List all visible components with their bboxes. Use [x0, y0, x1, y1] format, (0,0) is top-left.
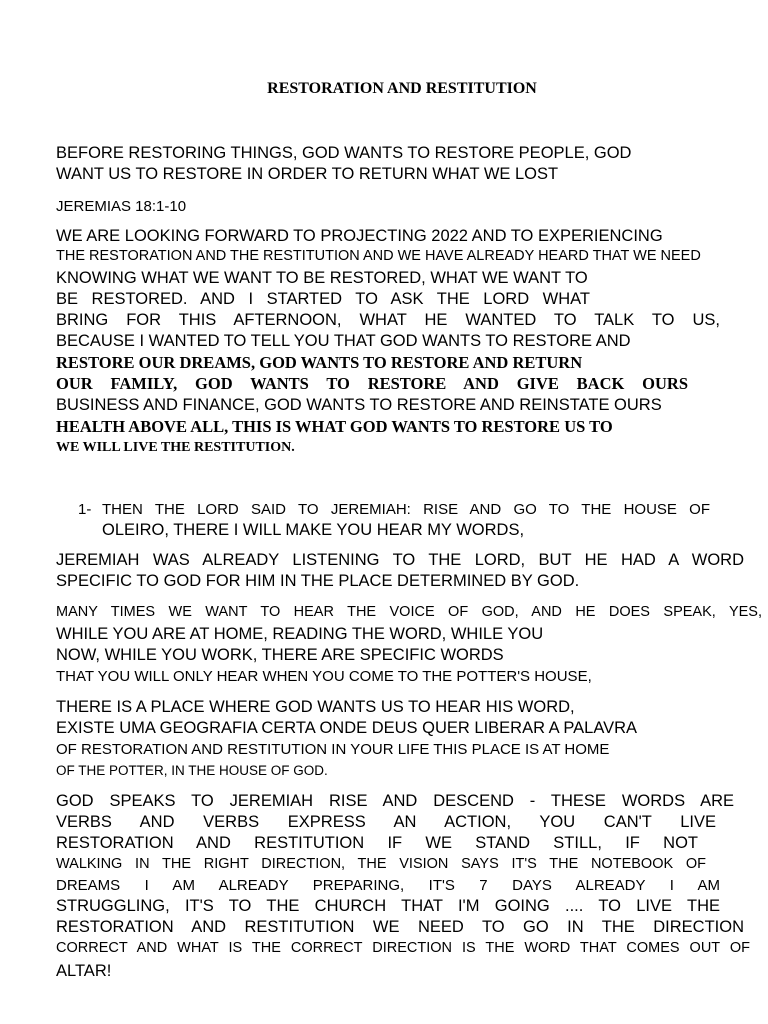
paragraph-line: RESTORATION AND RESTITUTION WE NEED TO GO IN THE DIRECTION	[56, 918, 744, 936]
list-item-line: THEN THE LORD SAID TO JEREMIAH: RISE AND GO TO THE HOUSE OF	[102, 501, 710, 518]
paragraph-line: BRING FOR THIS AFTERNOON, WHAT HE WANTED TO TALK TO US,	[56, 311, 720, 329]
paragraph-line: NOW, WHILE YOU WORK, THERE ARE SPECIFIC WORDS	[56, 646, 504, 664]
list-item-line: OLEIRO, THERE I WILL MAKE YOU HEAR MY WORDS,	[102, 521, 525, 539]
paragraph-line: WHILE YOU ARE AT HOME, READING THE WORD, WHILE YOU	[56, 625, 544, 643]
scripture-reference: JEREMIAS 18:1-10	[56, 198, 187, 215]
document-title: RESTORATION AND RESTITUTION	[267, 80, 537, 97]
paragraph-line: THE RESTORATION AND THE RESTITUTION AND WE HAVE ALREADY HEARD THAT WE NEED	[56, 248, 701, 264]
paragraph-line: WALKING IN THE RIGHT DIRECTION, THE VISION SAYS IT'S THE NOTEBOOK OF	[56, 856, 706, 872]
paragraph-line: HEALTH ABOVE ALL, THIS IS WHAT GOD WANTS TO RESTORE US TO	[56, 417, 613, 436]
paragraph-line: CORRECT AND WHAT IS THE CORRECT DIRECTION IS THE WORD THAT COMES OUT OF	[56, 940, 750, 956]
paragraph-line: DREAMS I AM ALREADY PREPARING, IT'S 7 DAYS ALREADY I AM	[56, 877, 720, 894]
paragraph-line: MANY TIMES WE WANT TO HEAR THE VOICE OF GOD, AND HE DOES SPEAK, YES,	[56, 604, 762, 620]
paragraph-line: GOD SPEAKS TO JEREMIAH RISE AND DESCEND - THESE WORDS ARE	[56, 792, 734, 810]
paragraph-line: RESTORATION AND RESTITUTION IF WE STAND STILL, IF NOT	[56, 834, 698, 852]
paragraph-line: WE WILL LIVE THE RESTITUTION.	[56, 440, 295, 455]
paragraph-line: BECAUSE I WANTED TO TELL YOU THAT GOD WANTS TO RESTORE AND	[56, 332, 631, 350]
paragraph-line: VERBS AND VERBS EXPRESS AN ACTION, YOU CAN'T LIVE	[56, 813, 716, 831]
paragraph-line: THAT YOU WILL ONLY HEAR WHEN YOU COME TO THE POTTER'S HOUSE,	[56, 668, 592, 685]
paragraph-line: OUR FAMILY, GOD WANTS TO RESTORE AND GIVE BACK OURS	[56, 374, 688, 393]
paragraph-line: JEREMIAH WAS ALREADY LISTENING TO THE LORD, BUT HE HAD A WORD	[56, 551, 744, 569]
paragraph-line: BE RESTORED. AND I STARTED TO ASK THE LORD WHAT	[56, 290, 590, 308]
paragraph-line: THERE IS A PLACE WHERE GOD WANTS US TO HEAR HIS WORD,	[56, 698, 575, 716]
paragraph-line: STRUGGLING, IT'S TO THE CHURCH THAT I'M GOING .... TO LIVE THE	[56, 897, 720, 915]
paragraph-line: RESTORE OUR DREAMS, GOD WANTS TO RESTORE AND RETURN	[56, 353, 583, 372]
paragraph-line: KNOWING WHAT WE WANT TO BE RESTORED, WHAT WE WANT TO	[56, 269, 588, 287]
paragraph-line: OF RESTORATION AND RESTITUTION IN YOUR LIFE THIS PLACE IS AT HOME	[56, 741, 610, 758]
paragraph-line: BEFORE RESTORING THINGS, GOD WANTS TO RESTORE PEOPLE, GOD	[56, 144, 632, 162]
paragraph-line: ALTAR!	[56, 962, 112, 980]
paragraph-line: WE ARE LOOKING FORWARD TO PROJECTING 2022 AND TO EXPERIENCING	[56, 227, 663, 245]
paragraph-line: WANT US TO RESTORE IN ORDER TO RETURN WHAT WE LOST	[56, 165, 559, 183]
paragraph-line: BUSINESS AND FINANCE, GOD WANTS TO RESTORE AND REINSTATE OURS	[56, 396, 662, 414]
paragraph-line: OF THE POTTER, IN THE HOUSE OF GOD.	[56, 763, 328, 778]
paragraph-line: EXISTE UMA GEOGRAFIA CERTA ONDE DEUS QUER LIBERAR A PALAVRA	[56, 719, 638, 737]
paragraph-line: SPECIFIC TO GOD FOR HIM IN THE PLACE DETERMINED BY GOD.	[56, 572, 580, 590]
list-number: 1-	[78, 501, 92, 518]
